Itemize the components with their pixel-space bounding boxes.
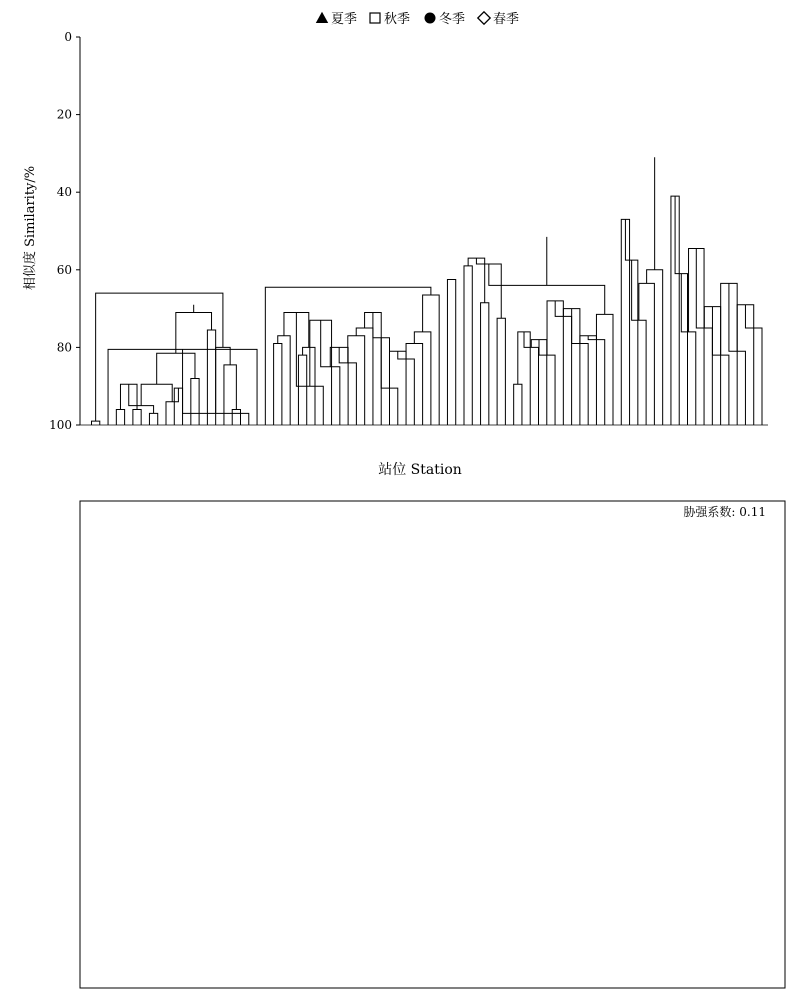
y-tick-label: 100 (49, 418, 72, 432)
dendrogram-link (116, 409, 124, 425)
dendrogram-link (514, 384, 522, 425)
y-tick-label: 20 (56, 107, 72, 122)
dendrogram-link (157, 353, 195, 384)
dendrogram-link (625, 219, 637, 425)
dendrogram-link (133, 409, 141, 425)
dendrogram-link (141, 384, 172, 405)
x-axis-label: 站位 Station (378, 462, 462, 478)
plot-frame (80, 501, 785, 988)
legend-marker (370, 13, 380, 23)
dendrogram-link (207, 330, 215, 425)
legend-marker (478, 12, 490, 24)
dendrogram-link (278, 336, 290, 425)
nmds-plot (80, 501, 785, 988)
dendrogram-link (298, 355, 306, 425)
dendrogram-link (191, 378, 199, 425)
legend-label: 春季 (493, 12, 520, 27)
legend-marker (316, 12, 328, 23)
dendrogram-link (92, 421, 100, 425)
y-ticks (49, 30, 80, 432)
y-tick-label: 0 (64, 30, 72, 44)
y-tick-label: 80 (56, 340, 72, 355)
dendrogram-chart (22, 30, 768, 478)
dendrogram-link (216, 347, 230, 413)
dendrogram-link (481, 303, 489, 425)
y-tick-label: 60 (56, 262, 72, 277)
dendrogram-link (176, 312, 212, 353)
y-tick-label: 40 (56, 185, 72, 200)
legend-label: 夏季 (331, 12, 358, 27)
y-axis-label: 相似度 Similarity/% (23, 165, 38, 291)
dendrogram-link (464, 266, 472, 425)
dendrogram-link (447, 280, 455, 426)
dendrogram-link (497, 318, 505, 425)
legend-label: 秋季 (384, 12, 411, 27)
dendrogram-links (92, 157, 763, 425)
dendrogram-link (274, 344, 282, 425)
dendrogram-link (639, 283, 655, 425)
dendrogram-link (224, 365, 236, 425)
legend-marker (425, 13, 436, 24)
dendrogram-link (232, 409, 240, 425)
dendrogram-link (149, 413, 157, 425)
legend (316, 11, 519, 27)
dendrogram-link (468, 258, 485, 303)
legend-label: 冬季 (439, 12, 466, 27)
stress-annotation: 胁强系数: 0.11 (683, 505, 766, 519)
